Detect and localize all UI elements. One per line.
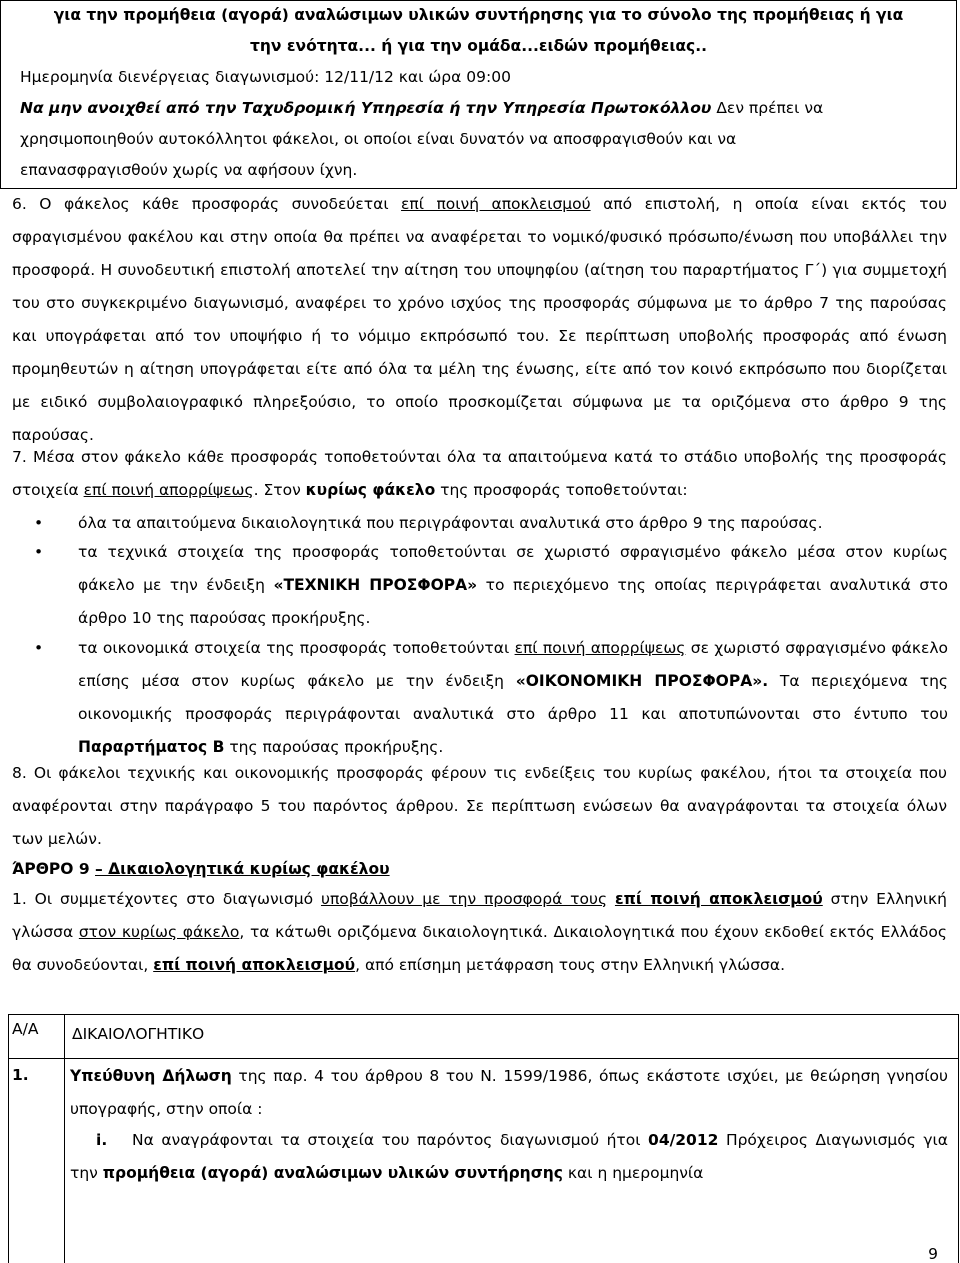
table-subitem-number: i. bbox=[96, 1131, 108, 1149]
table-rule bbox=[8, 1014, 9, 1263]
table-subitem-text: Να αναγράφονται τα στοιχεία του παρόντος διαγωνισμού ήτοι 04/2012 Πρόχειρος Διαγωνισμός για την προμήθεια (αγορά) αναλώσιμων υλικών συντήρησης και η ημερομηνία bbox=[70, 1131, 948, 1182]
bullet-item-3: τα οικονομικά στοιχεία της προσφοράς τοποθετούνται επί ποινή απορρίψεως σε χωριστό σφραγισμένο φάκελο επίσης μέσα στον κυρίως φάκελο με την ένδειξη «ΟΙΚΟΝΟΜΙΚΗ ΠΡΟΣΦΟΡΑ». Τα περιεχόμενα της οικονομικής προσφοράς περιγράφονται αναλυτικά στο άρθρο 11 και αποτυπώνονται στο έντυπο του Παραρτήματος Β της παρούσας προκήρυξης. bbox=[78, 639, 949, 756]
warning-line-3: επανασφραγισθούν χωρίς να αφήσουν ίχνη. bbox=[20, 161, 358, 179]
bullet-dot-icon: • bbox=[34, 639, 44, 657]
paragraph-7: 7. Μέσα στον φάκελο κάθε προσφοράς τοποθετούνται όλα τα απαιτούμενα κατά το στάδιο υποβολής της προσφοράς στοιχεία επί ποινή απορρίψεως. Στον κυρίως φάκελο της προσφοράς τοποθετούνται: bbox=[12, 448, 947, 499]
paragraph-9-1: 1. Οι συμμετέχοντες στο διαγωνισμό υποβάλλουν με την προσφορά τους επί ποινή αποκλεισμού στην Ελληνική γλώσσα στον κυρίως φάκελο, τα κάτωθι οριζόμενα δικαιολογητικά. Δικαιολογητικά που έχουν εκδοθεί εκτός Ελλάδος θα συνοδεύονται, επί ποινή αποκλεισμού, από επίσημη μετάφραση τους στην Ελληνική γλώσσα. bbox=[12, 890, 947, 974]
article-9-heading: ΆΡΘΡΟ 9 – Δικαιολογητικά κυρίως φακέλου bbox=[12, 860, 390, 878]
table-row-1-text: Υπεύθυνη Δήλωση της παρ. 4 του άρθρου 8 του Ν. 1599/1986, όπως εκάστοτε ισχύει, με θεώρηση γνησίου υπογραφής, στην οποία : bbox=[70, 1067, 949, 1118]
table-rule bbox=[64, 1014, 65, 1263]
table-rule bbox=[8, 1058, 958, 1059]
table-rule bbox=[958, 1014, 959, 1263]
paragraph-8: 8. Οι φάκελοι τεχνικής και οικονομικής προσφοράς φέρουν τις ενδείξεις του κυρίως φακέλου, ήτοι τα στοιχεία που αναφέρονται στην παράγραφο 5 του παρόντος άρθρου. Σε περίπτωση ενώσεων θα αναγράφονται τα στοιχεία όλων των μελών. bbox=[12, 764, 947, 848]
warning-line-1: Να μην ανοιχθεί από την Ταχυδρομική Υπηρεσία ή την Υπηρεσία Πρωτοκόλλου Δεν πρέπει να bbox=[20, 99, 824, 117]
warning-line-2: χρησιμοποιηθούν αυτοκόλλητοι φάκελοι, οι οποίοι είναι δυνατόν να αποσφραγισθούν και να bbox=[20, 130, 737, 148]
table-header-number: Α/Α bbox=[12, 1020, 39, 1038]
table-rule bbox=[8, 1014, 958, 1015]
bullet-item-2: τα τεχνικά στοιχεία της προσφοράς τοποθετούνται σε χωριστό σφραγισμένο φάκελο μέσα στον κυρίως φάκελο με την ένδειξη «ΤΕΧΝΙΚΗ ΠΡΟΣΦΟΡΑ» το περιεχόμενο της οποίας περιγράφεται αναλυτικά στο άρθρο 10 της παρούσας προκήρυξης. bbox=[78, 543, 949, 627]
bullet-dot-icon: • bbox=[34, 543, 44, 561]
header-line-2: την ενότητα... ή για την ομάδα...ειδών προμήθειας.. bbox=[250, 37, 707, 55]
table-header-document: ΔΙΚΑΙΟΛΟΓΗΤΙΚΟ bbox=[72, 1025, 205, 1043]
header-line-1: για την προμήθεια (αγορά) αναλώσιμων υλικών συντήρησης για το σύνολο της προμήθειας ή για bbox=[53, 6, 904, 24]
date-line: Ημερομηνία διενέργειας διαγωνισμού: 12/11/12 και ώρα 09:00 bbox=[20, 68, 511, 86]
table-row-1-number: 1. bbox=[12, 1066, 29, 1084]
bullet-dot-icon: • bbox=[34, 514, 44, 532]
page-number: 9 bbox=[928, 1245, 938, 1263]
paragraph-6: 6. Ο φάκελος κάθε προσφοράς συνοδεύεται επί ποινή αποκλεισμού από επιστολή, η οποία είναι εκτός του σφραγισμένου φακέλου και στην οποία θα πρέπει να αναφέρεται το νομικό/φυσικό πρόσωπο/ένωση που υποβάλλει την προσφορά. Η συνοδευτική επιστολή αποτελεί την αίτηση του υποψηφίου (αίτηση του παραρτήματος Γ΄) για συμμετοχή του στο συγκεκριμένο διαγωνισμό, αναφέρει το χρόνο ισχύος της προσφοράς σύμφωνα με το άρθρο 7 της παρούσας και υπογράφεται από τον υποψήφιο ή το νόμιμο εκπρόσωπό του. Σε περίπτωση υποβολής προσφοράς από ένωση προμηθευτών η αίτηση υπογράφεται είτε από όλα τα μέλη της ένωσης, είτε από τον κοινό εκπρόσωπο που διορίζεται με ειδικό συμβολαιογραφικό πληρεξούσιο, το οποίο προσκομίζεται σύμφωνα με τα οριζόμενα στο άρθρο 9 της παρούσας. bbox=[12, 195, 948, 444]
bullet-item-1: όλα τα απαιτούμενα δικαιολογητικά που περιγράφονται αναλυτικά στο άρθρο 9 της παρούσας. bbox=[78, 514, 823, 532]
